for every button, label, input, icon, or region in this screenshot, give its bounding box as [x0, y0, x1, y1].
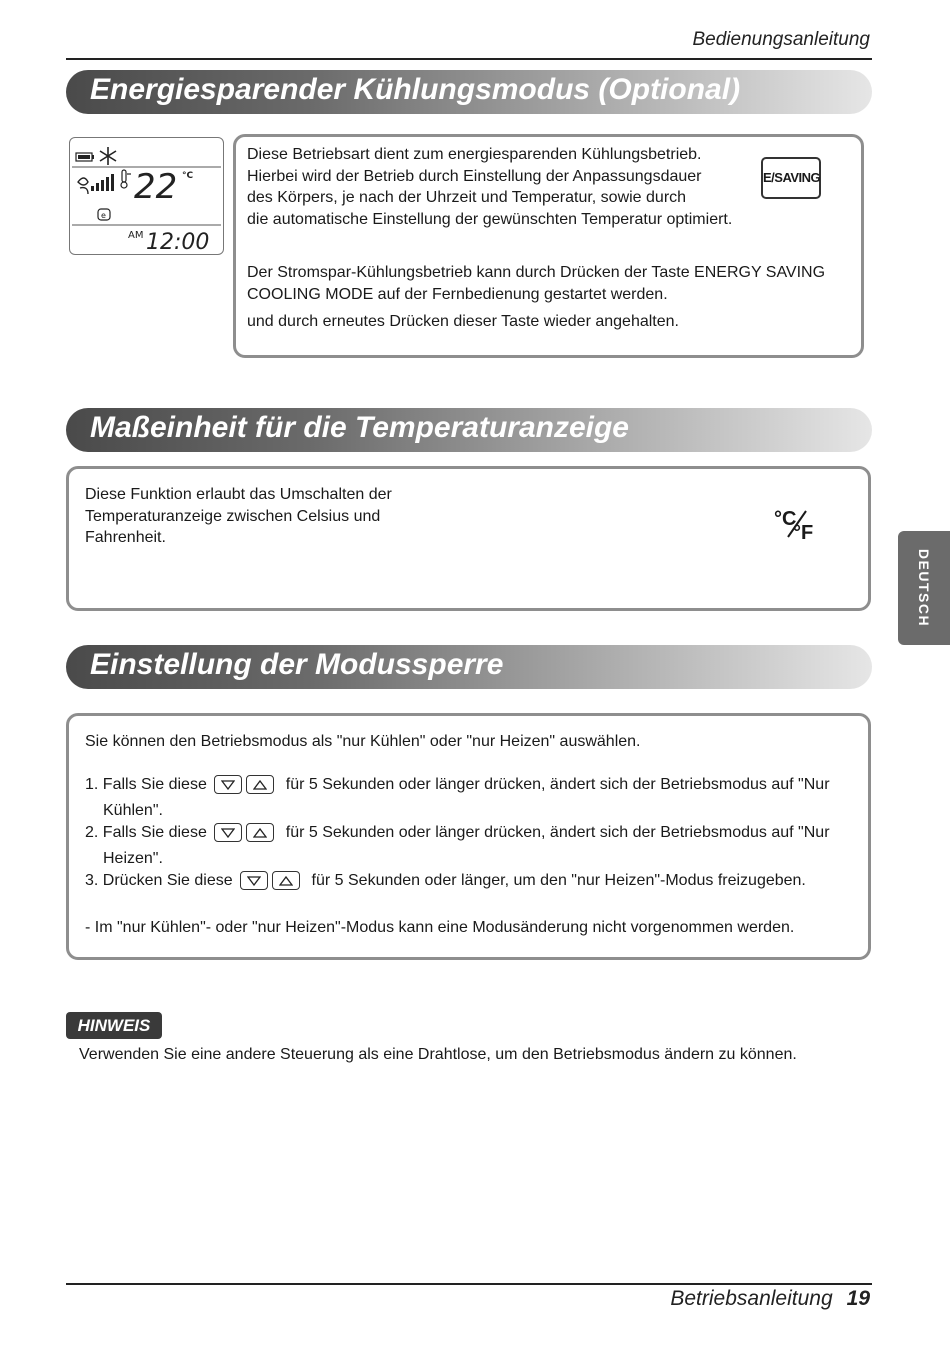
list-item-continuation: Kühlen".	[103, 802, 163, 819]
section-bar-mode-lock	[66, 645, 872, 689]
list-item: 3. Drücken Sie diese für 5 Sekunden oder länger, um den "nur Heizen"-Modus freizugeben.	[85, 872, 806, 890]
section-title-temperature-unit: Maßeinheit für die Temperaturanzeige	[90, 411, 629, 444]
list-item-continuation: Heizen".	[103, 850, 163, 867]
section-title-mode-lock: Einstellung der Modussperre	[90, 648, 504, 681]
list-item: 1. Falls Sie diese für 5 Sekunden oder länger drücken, ändert sich der Betriebsmodus auf "Nur	[85, 776, 830, 794]
svg-text:°C: °C	[182, 171, 194, 181]
svg-text:°F: °F	[793, 522, 814, 544]
fan-speed-bars-icon	[91, 174, 114, 191]
down-arrow-button-icon	[214, 823, 242, 842]
section-title-energy-saving: Energiesparender Kühlungsmodus (Optional)	[90, 73, 741, 106]
up-arrow-button-icon	[246, 775, 274, 794]
text-line: Temperaturanzeige zwischen Celsius und	[85, 507, 381, 525]
thermometer-icon	[121, 170, 131, 188]
button-pair-icon	[240, 871, 304, 891]
hinweis-text: Verwenden Sie eine andere Steuerung als eine Drahtlose, um den Betriebsmodus ändern zu können.	[79, 1046, 797, 1063]
text-line: Der Stromspar-Kühlungsbetrieb kann durch Drücken der Taste ENERGY SAVING	[247, 264, 826, 281]
fan-icon	[78, 178, 88, 194]
header-rule	[66, 58, 872, 60]
temperature-unit-description	[85, 484, 392, 549]
up-arrow-button-icon	[272, 871, 300, 890]
text-line: Hierbei wird der Betrieb durch Einstellung der Anpassungsdauer	[247, 167, 702, 185]
hinweis-badge: HINWEIS	[66, 1012, 162, 1039]
svg-text:AM: AM	[128, 230, 144, 241]
button-pair-icon	[214, 775, 278, 795]
page-footer	[670, 1287, 870, 1311]
mode-lock-note: - Im "nur Kühlen"- oder "nur Heizen"-Modus kann eine Modusänderung nicht vorgenommen werden.	[85, 919, 795, 936]
energy-saving-stop-text: und durch erneutes Drücken dieser Taste wieder angehalten.	[247, 313, 679, 330]
esaving-button-icon: E/SAVING	[761, 157, 821, 199]
text-line: des Körpers, je nach der Uhrzeit und Temperatur, sowie durch	[247, 189, 687, 206]
remote-display-illustration	[69, 137, 224, 255]
svg-text:e: e	[101, 211, 106, 220]
down-arrow-button-icon	[240, 871, 268, 890]
list-item: 2. Falls Sie diese für 5 Sekunden oder länger drücken, ändert sich der Betriebsmodus auf "Nur	[85, 824, 830, 842]
snowflake-icon	[100, 147, 116, 165]
footer-label: Betriebsanleitung	[670, 1287, 833, 1310]
eco-mode-icon	[98, 209, 110, 220]
mode-lock-intro: Sie können den Betriebsmodus als "nur Kühlen" oder "nur Heizen" auswählen.	[85, 733, 641, 750]
text-line: COOLING MODE auf der Fernbedienung gestartet werden.	[247, 285, 668, 303]
lcd-display-icon	[70, 138, 222, 253]
temperature-readout: 22	[134, 167, 178, 207]
energy-saving-start-text	[247, 262, 825, 305]
page-number: 19	[846, 1287, 870, 1310]
celsius-fahrenheit-icon	[772, 505, 824, 545]
section-bar-energy-saving	[66, 70, 872, 114]
svg-text:°C: °C	[774, 508, 797, 530]
down-arrow-button-icon	[214, 775, 242, 794]
text-line: Diese Funktion erlaubt das Umschalten der	[85, 486, 392, 503]
text-line: Fahrenheit.	[85, 529, 166, 546]
button-pair-icon	[214, 823, 278, 843]
footer-rule	[66, 1283, 872, 1285]
energy-saving-description	[247, 144, 732, 230]
text-line: die automatische Einstellung der gewünschten Temperatur optimiert.	[247, 210, 733, 228]
document-header: Bedienungsanleitung	[692, 29, 870, 50]
section-bar-temperature-unit	[66, 408, 872, 452]
text-line: Diese Betriebsart dient zum energiesparenden Kühlungsbetrieb.	[247, 146, 702, 163]
up-arrow-button-icon	[246, 823, 274, 842]
language-side-tab: DEUTSCH	[898, 531, 950, 645]
clock-readout: 12:00	[146, 230, 210, 253]
